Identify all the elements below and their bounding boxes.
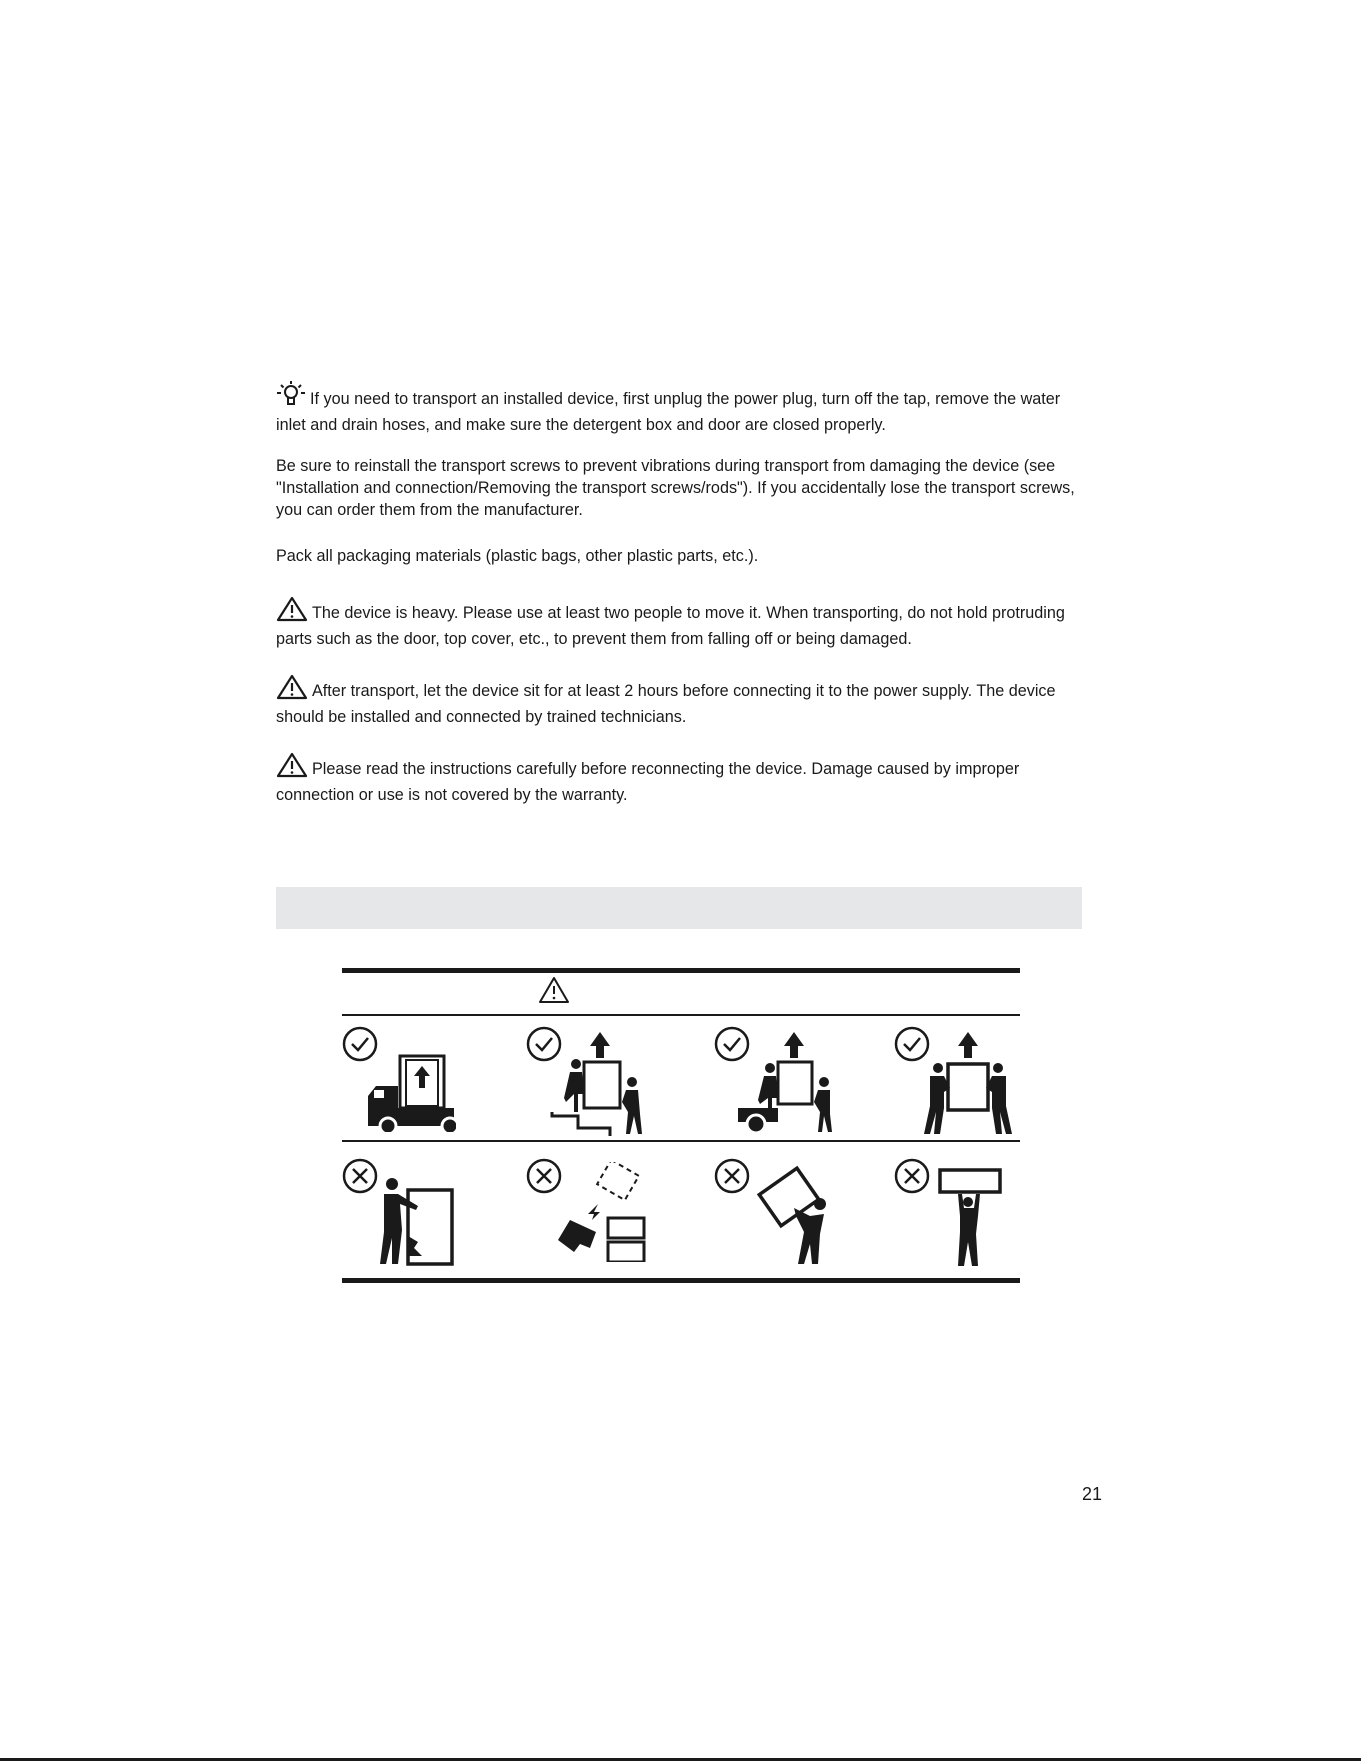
warning-icon (276, 674, 308, 706)
paragraph-text: The device is heavy. Please use at least two people to move it. When transporting, do not hold protruding parts such as the door, top cover, etc., to prevent them from falling off or being damaged. (276, 604, 1065, 648)
hold-by-door-icon (378, 1176, 458, 1271)
dropping-device-icon (550, 1162, 650, 1267)
reconnect-warning (276, 752, 1086, 806)
paragraph-text: After transport, let the device sit for at least 2 hours before connecting it to the power supply. The device should be installed and connected by trained technicians. (276, 682, 1056, 726)
paragraph-text: Please read the instructions carefully before reconnecting the device. Damage caused by improper connection or use is not covered by the warranty. (276, 760, 1020, 804)
table-bottom-rule (342, 1278, 1020, 1283)
warning-icon (276, 752, 308, 784)
truck-upright-transport-icon (366, 1052, 456, 1137)
one-person-tilted-carry-icon (754, 1160, 854, 1271)
lightbulb-icon (276, 380, 306, 414)
two-people-carry-stairs-icon (548, 1032, 648, 1141)
paragraph-text: Pack all packaging materials (plastic bags, other plastic parts, etc.). (276, 547, 759, 565)
heavy-device-warning (276, 596, 1086, 650)
table-header-rule (342, 1014, 1020, 1016)
page-number: 21 (1082, 1484, 1103, 1504)
packaging-paragraph (276, 545, 1086, 567)
table-top-rule (342, 968, 1020, 973)
transport-screws-paragraph (276, 455, 1086, 521)
table-row-divider (342, 1140, 1020, 1142)
cross-circle-icon (894, 1158, 930, 1199)
paragraph-text: If you need to transport an installed device, first unplug the power plug, turn off the tap, remove the water inlet and drain hoses, and make sure the detergent box and door are closed properly. (276, 390, 1061, 434)
two-people-carry-upright-icon (916, 1032, 1020, 1141)
cross-circle-icon (342, 1158, 378, 1199)
warning-icon (538, 976, 570, 1009)
warning-icon (276, 596, 308, 628)
transport-tip-paragraph (276, 380, 1086, 436)
paragraph-text: Be sure to reinstall the transport screws to prevent vibrations during transport from damaging the device (see "Installation and connection/Removing the transport screws/rods"). If you accidentally lose the transport screws, you can order them from the manufacturer. (276, 457, 1075, 519)
wait-before-connect-warning (276, 674, 1086, 728)
two-people-load-vehicle-icon (738, 1032, 838, 1141)
section-header-bar (276, 887, 1082, 929)
transport-pictogram-table (342, 968, 1020, 1284)
cross-circle-icon (714, 1158, 750, 1199)
one-person-overhead-carry-icon (938, 1168, 1008, 1273)
